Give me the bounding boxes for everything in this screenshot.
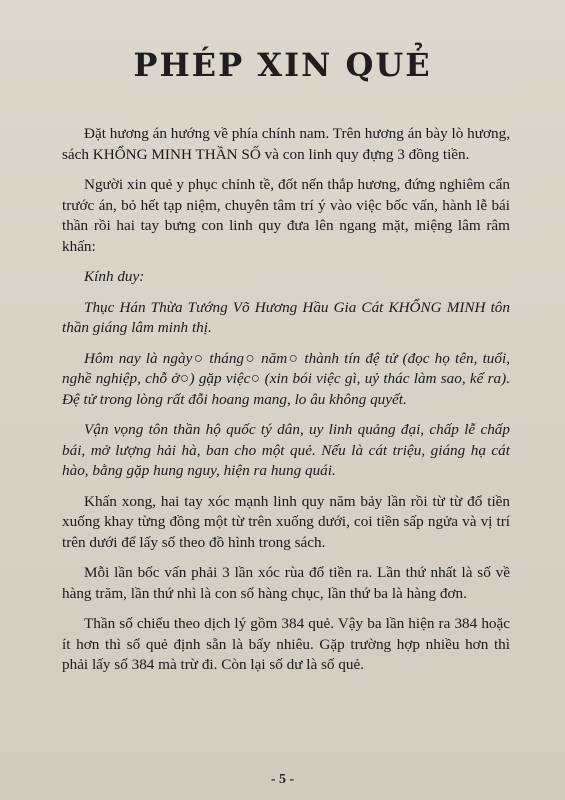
paragraph-2: Người xin quẻ y phục chỉnh tề, đốt nến thắp hương, đứng nghiêm cẩn trước án, bỏ hết tạp niệm, chuyên tâm trí ý vào việc bốc vấn, hành lễ bái thần rồi hai tay bưng con linh quy đưa lên ngang mặt, miệng lâm râm khấn: [62,176,510,255]
page-title: PHÉP XIN QUẺ [133,46,432,84]
invocation-1: Thục Hán Thừa Tướng Võ Hương Hầu Gia Cát KHỔNG MINH tôn thần giáng lâm minh thị. [62,298,510,336]
paragraph-9: Thần số chiếu theo dịch lý gồm 384 quẻ. Vậy ba lần hiện ra 384 hoặc ít hơn thì số quẻ định sẵn là bấy nhiêu. Gặp trường hợp nhiều hơn thì phải lấy số 384 mà trừ đi. Còn lại số dư là số quẻ. [62,615,510,673]
page-number: - 5 - [270,772,295,787]
invocation-2: Hôm nay là ngày○ tháng○ năm○ thành tín đệ tử (đọc họ tên, tuổi, nghề nghiệp, chỗ ở○) gặp việc○ (xin bói việc gì, uỷ thác làm sao, kể ra). Đệ tử trong lòng rất đỗi hoang mang, lo âu không quyết. [62,349,510,408]
invocation-3: Vận vọng tôn thần hộ quốc tý dân, uy linh quảng đại, chấp lễ chấp bái, mở lượng hải hà, ban cho một quẻ. Nếu là cát triệu, giáng hạ cát hào, bằng gặp hung nguy, hiện ra hung quái. [62,421,510,479]
paragraph-1: Đặt hương án hướng về phía chính nam. Trên hương án bày lò hương, sách KHỔNG MINH THẦN SỐ và con linh quy đựng 3 đồng tiền. [62,125,510,163]
body-text [62,124,510,686]
paragraph-7: Khấn xong, hai tay xóc mạnh linh quy năm bảy lần rồi từ từ đổ tiền xuống khay từng đồng một từ trên xuống dưới, coi tiền sấp ngửa và vị trí trên dưới để lấy số theo đồ hình trong sách. [62,492,510,551]
paragraph-8: Mỗi lần bốc vấn phải 3 lần xóc rùa đổ tiền ra. Lần thứ nhất là số về hàng trăm, lần thứ nhì là con số hàng chục, lần thứ ba là hàng đơn. [62,564,510,602]
invocation-heading: Kính duy: [84,268,145,285]
